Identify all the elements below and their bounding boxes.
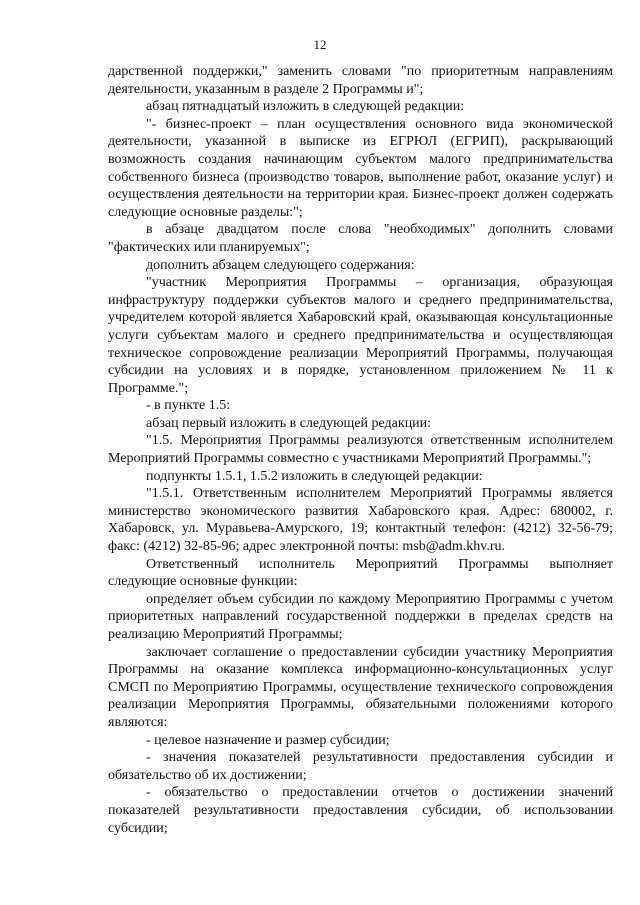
- paragraph: определяет объем субсидии по каждому Мероприятию Программы с учетом приоритетных направлений государственной поддержки в пределах средств на реализацию Мероприятий Программы;: [108, 591, 613, 642]
- paragraph: "- бизнес-проект – план осуществления основного вида экономической деятельности, указанной в выписке из ЕГРЮЛ (ЕГРИП), раскрывающий возможность создания начинающим субъектом малого предпринимательства собственного бизнеса (производство товаров, выполнение работ, оказание услуг) и осуществления деятельности на территории края. Бизнес-проект должен содержать следующие основные разделы:";: [108, 116, 613, 220]
- paragraph: - целевое назначение и размер субсидии;: [146, 732, 390, 748]
- paragraph: подпункты 1.5.1, 1.5.2 изложить в следующей редакции:: [146, 468, 483, 484]
- paragraph: - значения показателей результативности предоставления субсидии и обязательство об их достижении;: [108, 750, 613, 783]
- document-body: [108, 63, 613, 837]
- paragraph: дарственной поддержки," заменить словами "по приоритетным направлениям деятельности, указанным в разделе 2 Программы и";: [108, 64, 613, 97]
- paragraph: "1.5.1. Ответственным исполнителем Мероприятий Программы является министерство экономического развития Хабаровского края. Адрес: 680002, г. Хабаровск, ул. Муравьева-Амурского, 19; контактный телефон: (4212) 32-56-79; факс: (4212) 32-85-96; адрес электронной почты: msb@adm.khv.ru.: [108, 486, 613, 555]
- paragraph: дополнить абзацем следующего содержания:: [146, 257, 415, 273]
- page-number: 12: [313, 37, 327, 52]
- paragraph: Ответственный исполнитель Мероприятий Программы выполняет следующие основные функции:: [108, 556, 613, 590]
- paragraph: "1.5. Мероприятия Программы реализуются ответственным исполнителем Мероприятий Программы совместно с участниками Мероприятий Программы.";: [108, 433, 613, 467]
- paragraph: - в пункте 1.5:: [146, 398, 231, 414]
- paragraph: в абзаце двадцатом после слова "необходимых" дополнить словами "фактических или планируемых";: [108, 222, 613, 255]
- paragraph: - обязательство о предоставлении отчетов о достижении значений показателей результативности предоставления субсидии, об использовании субсидии;: [108, 785, 613, 836]
- paragraph: абзац первый изложить в следующей редакции:: [146, 415, 432, 431]
- paragraph: абзац пятнадцатый изложить в следующей редакции:: [146, 99, 465, 115]
- paragraph: "участник Мероприятия Программы – организация, образующая инфраструктуру поддержки субъектов малого и среднего предпринимательства, учредителем которой является Хабаровский край, оказывающая консультационные услуги субъектам малого и среднего предпринимательства и осуществляющая техническое сопровождение реализации Мероприятий Программы, получающая субсидии на условиях и в порядке, установленном приложением № 11 к Программе.";: [108, 275, 613, 396]
- paragraph: заключает соглашение о предоставлении субсидии участнику Мероприятия Программы на оказание комплекса информационно-консультационных услуг СМСП по Мероприятию Программы, осуществление технического сопровождения реализации Мероприятия Программы, обязательными положениями которого являются:: [108, 644, 613, 730]
